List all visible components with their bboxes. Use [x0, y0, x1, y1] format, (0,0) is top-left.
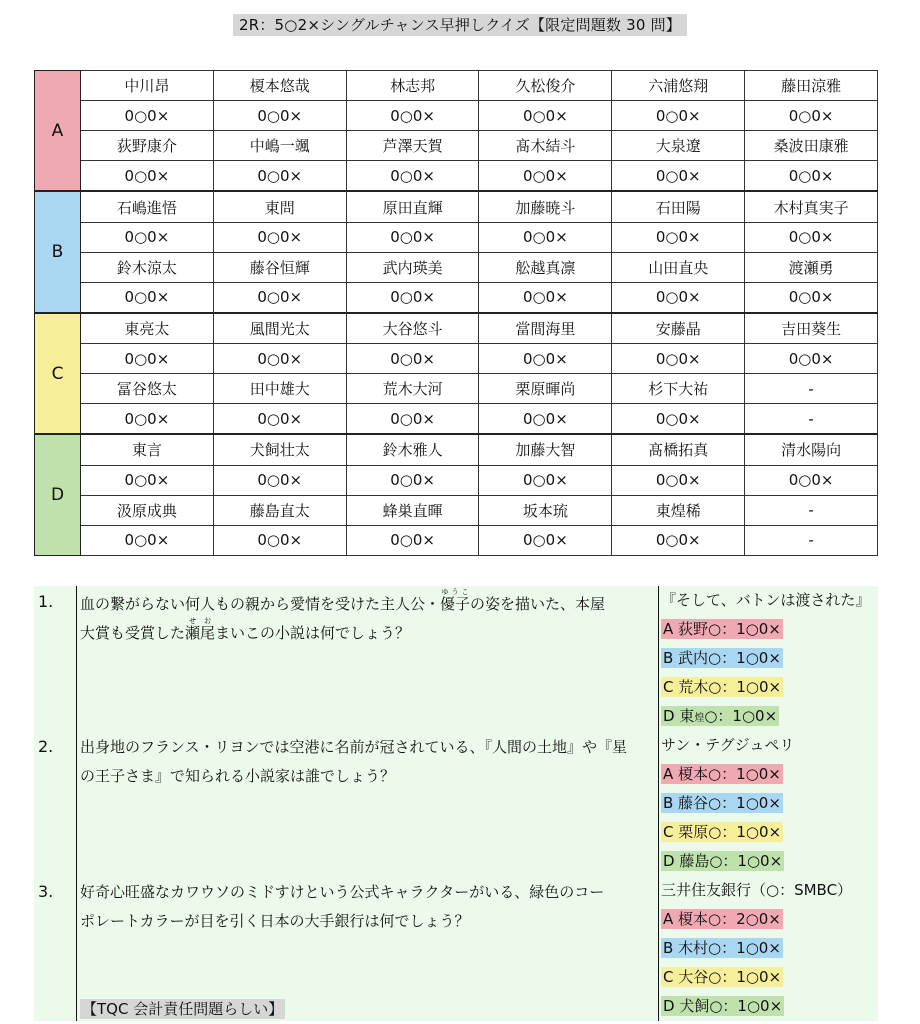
- player-name: 久松俊介: [479, 71, 612, 101]
- player-score: 0○0×: [346, 465, 479, 495]
- group-label: B: [35, 191, 81, 312]
- question-row: [34, 586, 878, 731]
- player-score: 0○0×: [213, 282, 346, 313]
- player-name: -: [745, 495, 878, 525]
- player-score: 0○0×: [479, 222, 612, 252]
- ruby-word: 瀬尾せお: [185, 617, 216, 642]
- player-name-row: [35, 131, 878, 161]
- player-score-row: [35, 101, 878, 131]
- player-name: 田中雄大: [213, 374, 346, 404]
- player-score: 0○0×: [346, 222, 479, 252]
- player-name: 木村真実子: [745, 191, 878, 222]
- player-score: 0○0×: [745, 101, 878, 131]
- player-score: 0○0×: [213, 101, 346, 131]
- player-score: 0○0×: [612, 222, 745, 252]
- player-score: 0○0×: [612, 404, 745, 435]
- player-name: 東問: [213, 191, 346, 222]
- question-line: ポレートカラーが目を引く日本の大手銀行は何でしょう？: [80, 912, 470, 930]
- player-score: 0○0×: [81, 161, 214, 192]
- answer-text: 『そして、バトンは渡された』: [661, 591, 871, 609]
- player-name: 冨谷悠太: [81, 374, 214, 404]
- player-name-row: [35, 434, 878, 465]
- player-score: 0○0×: [745, 344, 878, 374]
- player-score: 0○0×: [346, 101, 479, 131]
- player-name: 東煌稀: [612, 495, 745, 525]
- player-name: 蜂巣直暉: [346, 495, 479, 525]
- result-line: B 藤谷○：1○0×: [663, 794, 781, 812]
- question-line: 血の繋がらない何人もの親から愛情を受けた主人公・優子ゆうこの姿を描いた、本屋: [80, 588, 606, 613]
- player-score-row: [35, 282, 878, 313]
- player-score: 0○0×: [745, 465, 878, 495]
- page-title: [0, 14, 920, 35]
- page-title-text: 2R：5○2×シングルチャンス早押しクイズ【限定問題数 30 問】: [233, 14, 687, 36]
- question-text: [77, 731, 659, 876]
- player-name: 桑波田康雅: [745, 131, 878, 161]
- player-score: 0○0×: [81, 222, 214, 252]
- player-score: 0○0×: [213, 404, 346, 435]
- player-name: 荒木大河: [346, 374, 479, 404]
- player-name: 中川昂: [81, 71, 214, 101]
- player-name: 清水陽向: [745, 434, 878, 465]
- player-name: 藤島直太: [213, 495, 346, 525]
- player-name: 坂本琉: [479, 495, 612, 525]
- question-text: [77, 586, 659, 731]
- player-name: 風間光太: [213, 313, 346, 344]
- player-score: 0○0×: [479, 344, 612, 374]
- player-score: 0○0×: [81, 101, 214, 131]
- player-score: 0○0×: [346, 161, 479, 192]
- result-line: C 大谷○：1○0×: [663, 968, 782, 986]
- player-score-row: [35, 525, 878, 555]
- player-score: 0○0×: [479, 404, 612, 435]
- result-line: D 藤島○：1○0×: [663, 852, 783, 870]
- player-name: 大谷悠斗: [346, 313, 479, 344]
- question-note: 【TQC 会計責任問題らしい】: [82, 1000, 284, 1018]
- roster-table: [34, 70, 878, 556]
- player-name: 東言: [81, 434, 214, 465]
- player-name: 中嶋一颯: [213, 131, 346, 161]
- player-score: 0○0×: [213, 465, 346, 495]
- player-score: 0○0×: [213, 344, 346, 374]
- result-line: A 荻野○：1○0×: [663, 620, 781, 638]
- answer-cell: [659, 876, 879, 1021]
- player-name: 渡瀬勇: [745, 252, 878, 282]
- player-name: 加藤暁斗: [479, 191, 612, 222]
- player-name-row: [35, 313, 878, 344]
- player-name: 芦澤天賀: [346, 131, 479, 161]
- player-score: 0○0×: [213, 525, 346, 555]
- player-score: 0○0×: [81, 465, 214, 495]
- player-name: 犬飼壮太: [213, 434, 346, 465]
- player-score: 0○0×: [81, 525, 214, 555]
- answer-text: サン・テグジュペリ: [661, 736, 795, 754]
- result-line: D 犬飼○：1○0×: [663, 997, 783, 1015]
- question-line: 好奇心旺盛なカワウソのミドすけという公式キャラクターがいる、緑色のコー: [80, 883, 605, 901]
- player-score: 0○0×: [612, 344, 745, 374]
- question-text: [77, 876, 659, 1021]
- player-name: 汲原成典: [81, 495, 214, 525]
- player-score: 0○0×: [479, 161, 612, 192]
- player-name-row: [35, 495, 878, 525]
- question-line: 大賞も受賞した瀬尾せおまいこの小説は何でしょう？: [80, 617, 411, 642]
- player-name: 吉田葵生: [745, 313, 878, 344]
- player-name: 榎本悠哉: [213, 71, 346, 101]
- question-number: 2.: [38, 737, 54, 756]
- player-score: 0○0×: [745, 222, 878, 252]
- group-label: C: [35, 313, 81, 434]
- result-line: B 武内○：1○0×: [663, 649, 781, 667]
- player-name: 當間海里: [479, 313, 612, 344]
- player-name: 髙橋拓真: [612, 434, 745, 465]
- result-line: A 榎本○：1○0×: [663, 765, 781, 783]
- player-name: -: [745, 374, 878, 404]
- player-name: 武内瑛美: [346, 252, 479, 282]
- result-line: C 栗原○：1○0×: [663, 823, 782, 841]
- question-row: [34, 731, 878, 876]
- player-score-row: [35, 161, 878, 192]
- player-name-row: [35, 71, 878, 101]
- player-name: 髙木結斗: [479, 131, 612, 161]
- player-score: 0○0×: [479, 465, 612, 495]
- question-row: [34, 876, 878, 1021]
- player-score: 0○0×: [479, 525, 612, 555]
- answer-text: 三井住友銀行（○：SMBC）: [661, 881, 853, 899]
- question-table: [34, 586, 878, 1021]
- player-name: 東亮太: [81, 313, 214, 344]
- player-score: 0○0×: [346, 525, 479, 555]
- player-name: 舩越真凛: [479, 252, 612, 282]
- player-score-row: [35, 344, 878, 374]
- player-name: 大泉遼: [612, 131, 745, 161]
- player-name-row: [35, 191, 878, 222]
- player-name: 林志邦: [346, 71, 479, 101]
- ruby-word: 優子ゆうこ: [440, 588, 471, 613]
- player-score: 0○0×: [213, 222, 346, 252]
- result-line: C 荒木○：1○0×: [663, 678, 782, 696]
- player-name: 石田陽: [612, 191, 745, 222]
- result-line: B 木村○：1○0×: [663, 939, 781, 957]
- player-name: 山田直央: [612, 252, 745, 282]
- player-score-row: [35, 222, 878, 252]
- player-name: 鈴木雅人: [346, 434, 479, 465]
- player-score: 0○0×: [745, 282, 878, 313]
- player-score-row: [35, 404, 878, 435]
- question-line: の王子さま』で知られる小説家は誰でしょう？: [80, 767, 396, 785]
- player-name: 石嶋進悟: [81, 191, 214, 222]
- group-label: D: [35, 434, 81, 555]
- player-name: 杉下大祐: [612, 374, 745, 404]
- player-score: 0○0×: [479, 101, 612, 131]
- question-line: 出身地のフランス・リヨンでは空港に名前が冠されている、『人間の土地』や『星: [80, 738, 628, 756]
- question-number: 1.: [38, 592, 54, 611]
- player-name-row: [35, 374, 878, 404]
- player-name: 原田直輝: [346, 191, 479, 222]
- player-name: 安藤晶: [612, 313, 745, 344]
- player-score: 0○0×: [213, 161, 346, 192]
- player-name: 藤谷恒輝: [213, 252, 346, 282]
- player-score: 0○0×: [745, 161, 878, 192]
- player-score: 0○0×: [81, 404, 214, 435]
- result-line: A 榎本○：2○0×: [663, 910, 781, 928]
- player-score: 0○0×: [612, 525, 745, 555]
- player-score: -: [745, 404, 878, 435]
- player-name: 栗原暉尚: [479, 374, 612, 404]
- player-score: 0○0×: [612, 101, 745, 131]
- answer-cell: [659, 586, 879, 731]
- player-name-row: [35, 252, 878, 282]
- group-label: A: [35, 71, 81, 192]
- answer-cell: [659, 731, 879, 876]
- player-name: 鈴木涼太: [81, 252, 214, 282]
- result-line: D 東煌○：1○0×: [663, 707, 778, 725]
- player-name: 六浦悠翔: [612, 71, 745, 101]
- player-score: 0○0×: [81, 344, 214, 374]
- player-score: 0○0×: [612, 282, 745, 313]
- question-number: 3.: [38, 882, 54, 901]
- player-score: 0○0×: [612, 465, 745, 495]
- player-name: 荻野康介: [81, 131, 214, 161]
- player-score: 0○0×: [479, 282, 612, 313]
- player-name: 藤田涼雅: [745, 71, 878, 101]
- player-score: 0○0×: [612, 161, 745, 192]
- player-score: -: [745, 525, 878, 555]
- player-score: 0○0×: [346, 344, 479, 374]
- player-score: 0○0×: [346, 404, 479, 435]
- player-score: 0○0×: [346, 282, 479, 313]
- player-score: 0○0×: [81, 282, 214, 313]
- player-name: 加藤大智: [479, 434, 612, 465]
- player-score-row: [35, 465, 878, 495]
